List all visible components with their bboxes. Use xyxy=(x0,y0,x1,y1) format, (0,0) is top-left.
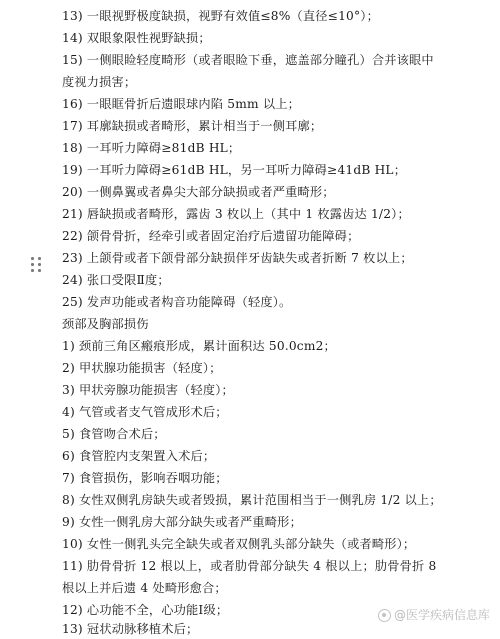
document-line: 24) 张口受限Ⅱ度； xyxy=(62,273,170,287)
document-line: 25) 发声功能或者构音功能障碍（轻度）。 xyxy=(62,295,292,309)
document-line: 5) 食管吻合术后； xyxy=(62,427,166,441)
watermark-text: @医学疾病信息库 xyxy=(393,608,490,622)
document-line: 7) 食管损伤，影响吞咽功能； xyxy=(62,471,228,485)
document-line: 8) 女性双侧乳房缺失或者毁损，累计范围相当于一侧乳房 1/2 以上； xyxy=(62,493,442,507)
document-line: 19) 一耳听力障碍≥61dB HL，另一耳听力障碍≥41dB HL； xyxy=(62,163,407,177)
document-line: 13) 一眼视野极度缺损，视野有效值≤8%（直径≤10°）； xyxy=(62,9,379,23)
watermark xyxy=(378,605,490,625)
document-line: 22) 颌骨骨折，经牵引或者固定治疗后遗留功能障碍； xyxy=(62,229,360,243)
document-line: 3) 甲状旁腺功能损害（轻度）； xyxy=(62,383,234,397)
document-line: 度视力损害； xyxy=(62,75,137,89)
document-line: 21) 唇缺损或者畸形，露齿 3 枚以上（其中 1 枚露齿达 1/2）； xyxy=(62,207,410,221)
document-line: 6) 食管腔内支架置入术后； xyxy=(62,449,216,463)
document-line: 4) 气管或者支气管成形术后； xyxy=(62,405,228,419)
document-line: 根以上并后遗 4 处畸形愈合； xyxy=(62,581,227,595)
document-line: 15) 一侧眼睑轻度畸形（或者眼睑下垂，遮盖部分瞳孔）合并该眼中 xyxy=(62,53,434,67)
drag-handle-icon[interactable] xyxy=(30,256,44,274)
document-line: 1) 颈前三角区瘢痕形成，累计面积达 50.0cm2； xyxy=(62,339,336,353)
document-line: 9) 女性一侧乳房大部分缺失或者严重畸形； xyxy=(62,515,302,529)
document-line: 2) 甲状腺功能损害（轻度）； xyxy=(62,361,222,375)
document-line: 23) 上颌骨或者下颌骨部分缺损伴牙齿缺失或者折断 7 枚以上； xyxy=(62,251,413,265)
section-heading: 颈部及胸部损伤 xyxy=(62,317,149,331)
document-line: 18) 一耳听力障碍≥81dB HL； xyxy=(62,141,241,155)
document-line: 13) 冠状动脉移植术后； xyxy=(62,622,199,636)
document-line: 14) 双眼象限性视野缺损； xyxy=(62,31,211,45)
document-line: 16) 一眼眶骨折后遗眼球内陷 5mm 以上； xyxy=(62,97,300,111)
watermark-logo-icon xyxy=(378,609,391,622)
document-line: 17) 耳廓缺损或者畸形，累计相当于一侧耳廓； xyxy=(62,119,323,133)
document-line: 10) 女性一侧乳头完全缺失或者双侧乳头部分缺失（或者畸形）； xyxy=(62,537,416,551)
document-line: 12) 心功能不全，心功能Ⅰ级； xyxy=(62,603,229,617)
document-line: 11) 肋骨骨折 12 根以上，或者肋骨部分缺失 4 根以上；肋骨骨折 8 xyxy=(62,559,437,573)
document-line: 20) 一侧鼻翼或者鼻尖大部分缺损或者严重畸形； xyxy=(62,185,335,199)
